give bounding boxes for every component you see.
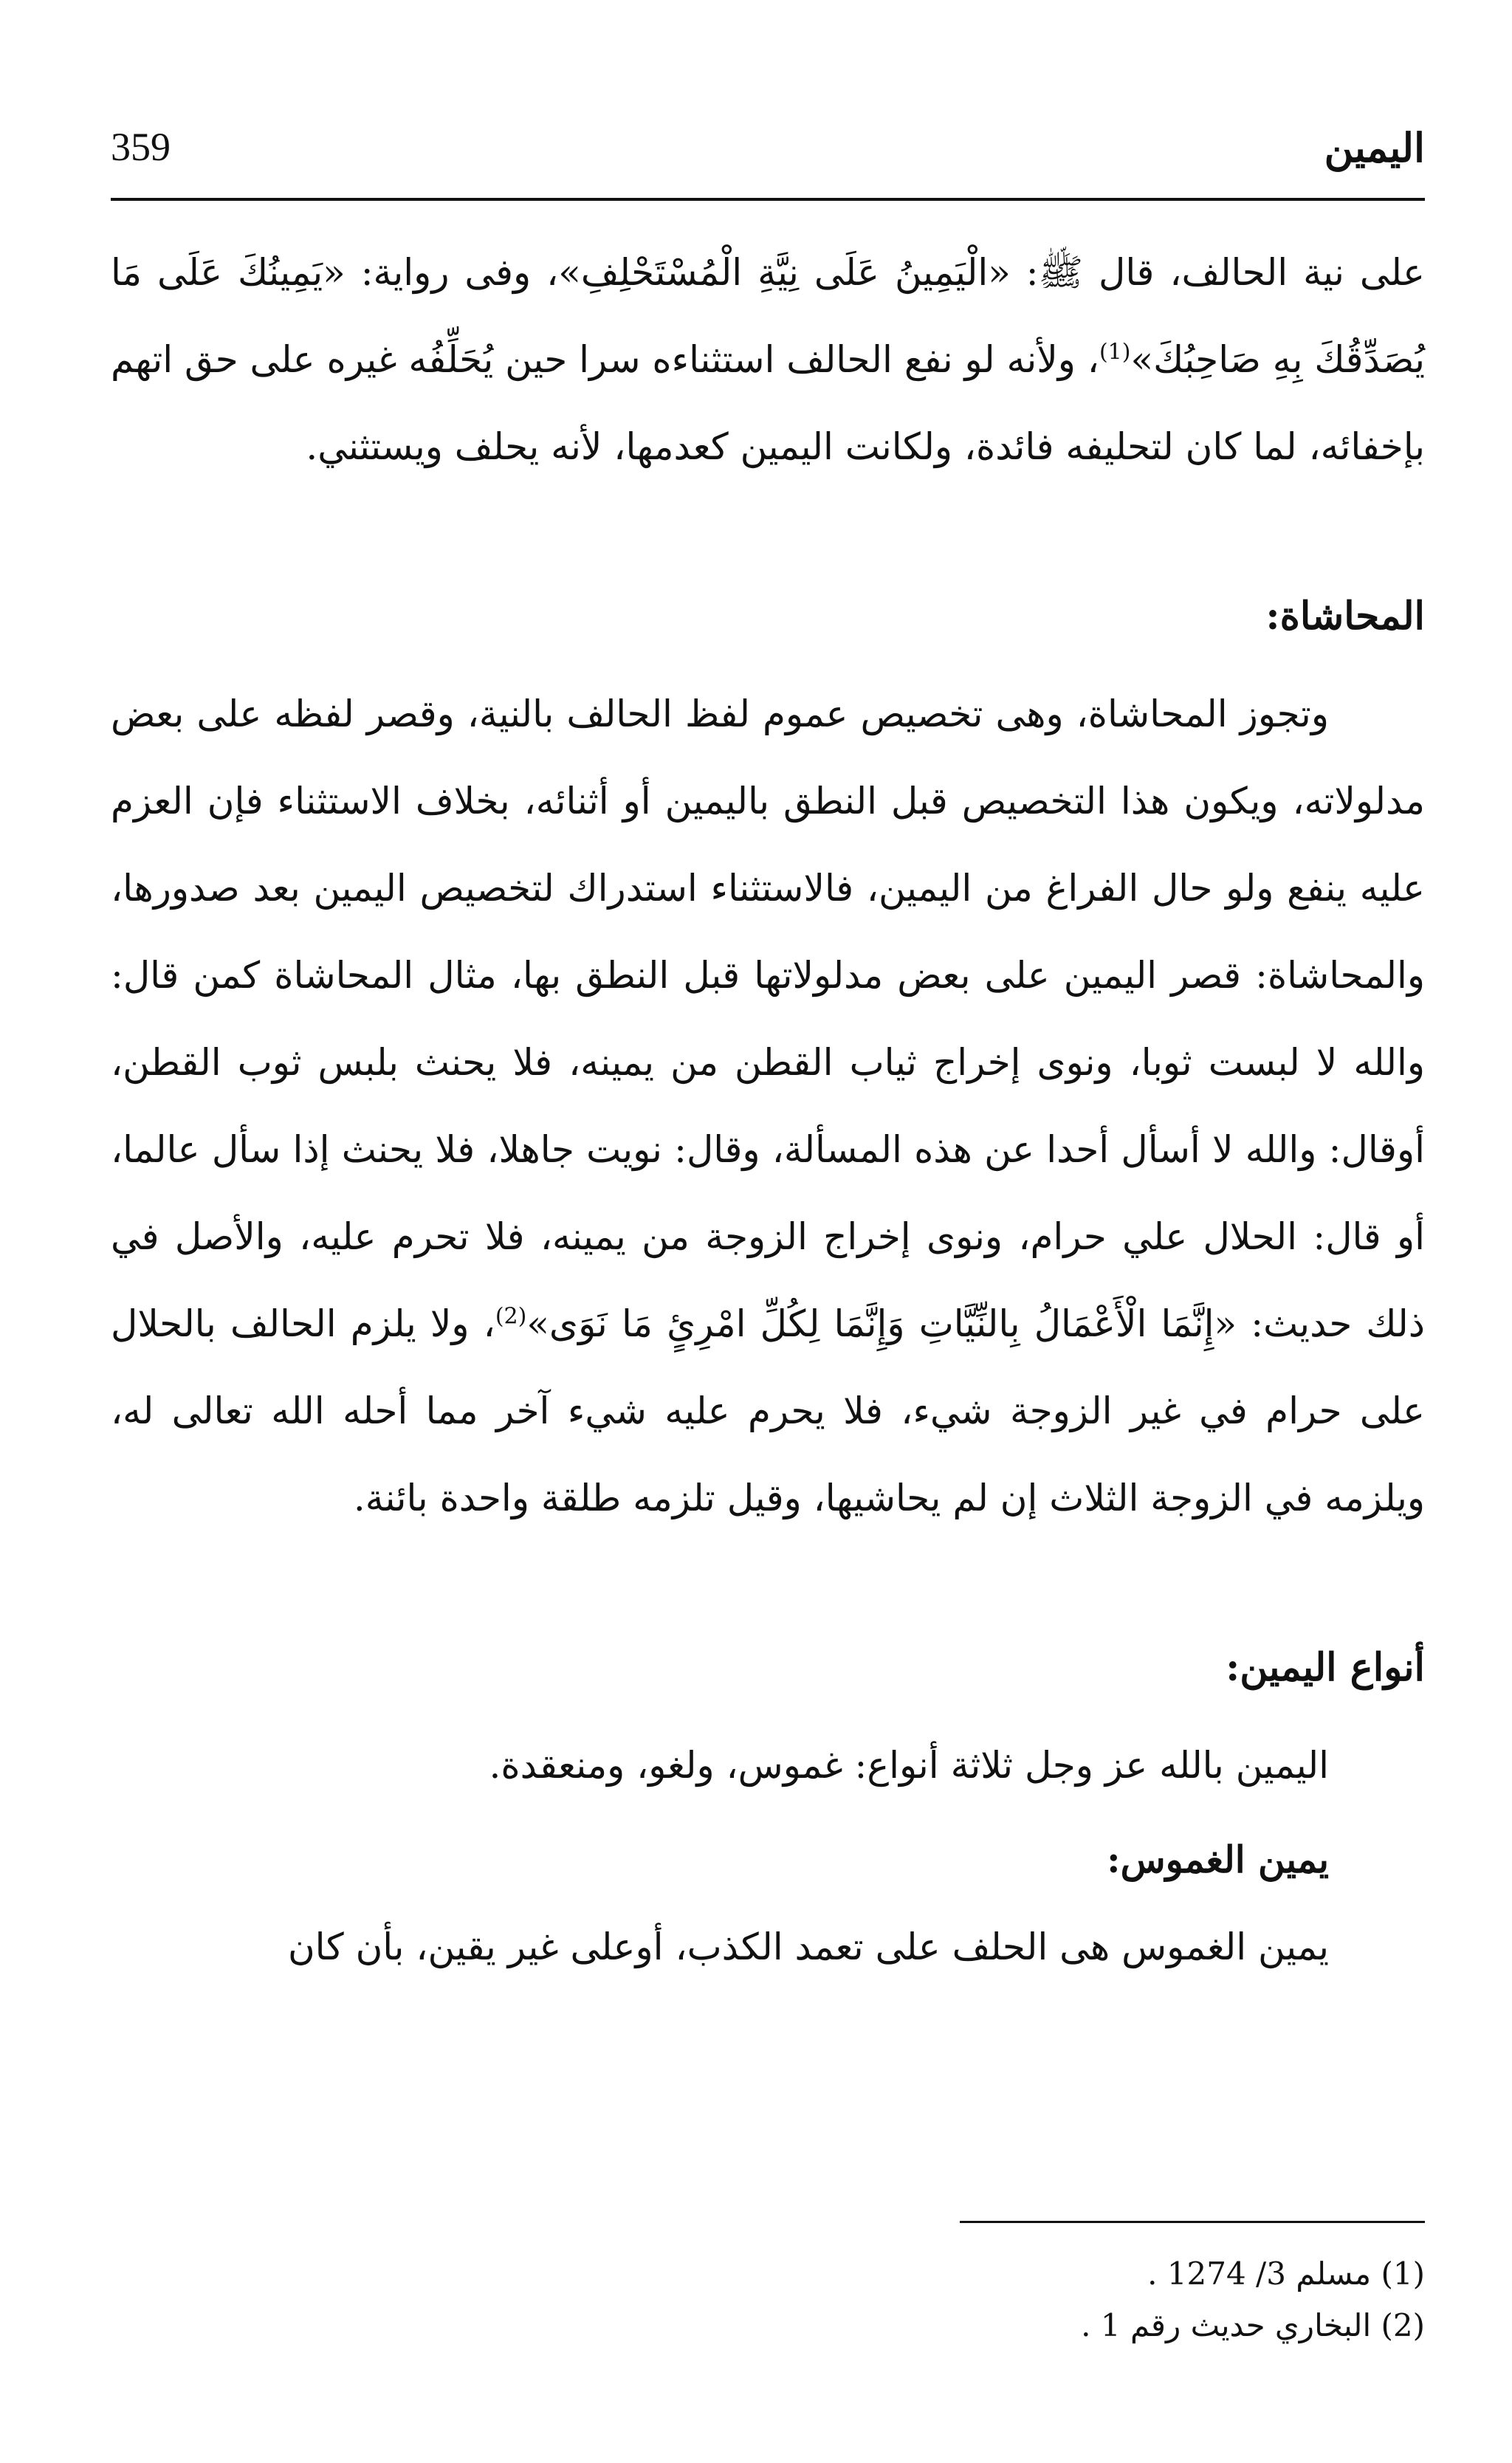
section-heading-types: أنواع اليمين: xyxy=(1226,1645,1425,1690)
section-heading-muhashah: المحاشاة: xyxy=(1265,594,1425,639)
footnotes xyxy=(687,2248,1425,2352)
paragraph-types: اليمين بالله عز وجل ثلاثة أنواع: غموس، ولغو، ومنعقدة. xyxy=(489,1744,1329,1787)
paragraph-text: ، ولا يلزم الحالف بالحلال على حرام في غير الزوجة شيء، فلا يحرم عليه شيء آخر مما أحله الله تعالى له، ويلزمه في الزوجة الثلاث إن لم يحاشيها، وقيل تلزمه طلقة واحدة بائنة. xyxy=(111,1302,1425,1519)
footnote-ref-1: (1) xyxy=(1099,339,1131,365)
footnote-1 xyxy=(687,2248,1425,2300)
paragraph-text: ، ولأنه لو نفع الحالف استثناءه سرا حين يُحَلِّفُه غيره على حق اتهم بإخفائه، لما كان لتحليفه فائدة، ولكانت اليمين كعدمها، لأنه يحلف ويستثني. xyxy=(111,338,1425,468)
page-number: 359 xyxy=(111,125,171,169)
footnote-text: البخاري حديث رقم 1 . xyxy=(1081,2307,1372,2343)
paragraph-ghamus: يمين الغموس هى الحلف على تعمد الكذب، أوعلى غير يقين، بأن كان xyxy=(287,1926,1329,1968)
paragraph-text: وتجوز المحاشاة، وهى تخصيص عموم لفظ الحالف بالنية، وقصر لفظه على بعض مدلولاته، ويكون هذا التخصيص قبل النطق باليمين أو أثنائه، بخلاف الاستثناء فإن العزم عليه ينفع ولو حال الفراغ من اليمين، فالاستثناء استدراك لتخصيص اليمين بعد صدورها، والمحاشاة: قصر اليمين على بعض مدلولاتها قبل النطق بها، مثال المحاشاة كمن قال: والله لا لبست ثوبا، ونوى إخراج ثياب القطن من يمينه، فلا يحنث بلبس ثوب القطن، أوقال: والله لا أسأل أحدا عن هذه المسألة، وقال: نويت جاهلا، فلا يحنث إذا سأل عالما، أو قال: الحلال علي حرام، ونوى إخراج الزوجة من يمينه، فلا تحرم عليه، والأصل في ذلك حديث: «إِنَّمَا الْأَعْمَالُ بِالنِّيَّاتِ وَإِنَّمَا لِكُلِّ امْرِئٍ مَا نَوَى» xyxy=(111,693,1426,1345)
footnote-ref-2: (2) xyxy=(495,1303,527,1330)
paragraph-text: على نية الحالف، قال ﷺ: «الْيَمِينُ عَلَى نِيَّةِ الْمُسْتَحْلِفِ»، وفى رواية: «يَمِينُكَ عَلَى مَا يُصَدِّقُكَ بِهِ صَاحِبُكَ» xyxy=(111,251,1425,381)
footnote-marker: (2) xyxy=(1381,2307,1425,2343)
running-title: اليمين xyxy=(1324,124,1425,171)
footnote-divider xyxy=(960,2221,1425,2223)
main-text xyxy=(111,229,1425,1990)
paragraph-niyyah xyxy=(111,229,1425,490)
header-divider xyxy=(111,198,1425,201)
footnote-marker: (1) xyxy=(1381,2256,1425,2292)
paragraph-muhashah xyxy=(111,670,1425,1542)
footnote-text: مسلم 3/ 1274 . xyxy=(1147,2256,1372,2292)
subheading-ghamus: يمين الغموس: xyxy=(1107,1838,1329,1881)
footnote-2 xyxy=(687,2300,1425,2352)
page-header xyxy=(111,111,1425,192)
book-page xyxy=(111,111,1425,2400)
